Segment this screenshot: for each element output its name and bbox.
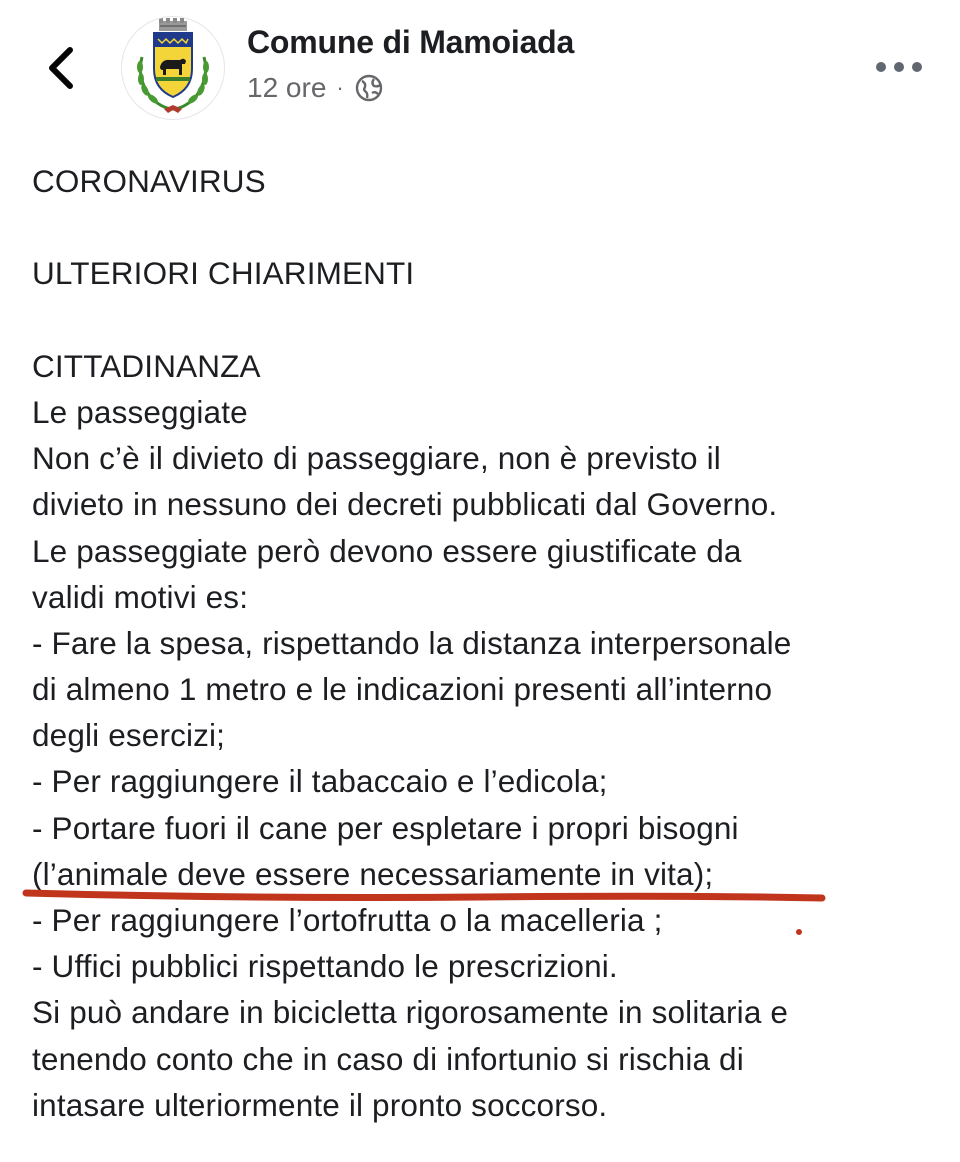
post-line: tenendo conto che in caso di infortunio si rischia di <box>32 1040 744 1077</box>
post-timestamp[interactable]: 12 ore <box>247 72 327 103</box>
more-options-button[interactable] <box>872 50 926 84</box>
coat-of-arms-logo <box>122 17 224 119</box>
post-line: ULTERIORI CHIARIMENTI <box>32 255 415 292</box>
more-horizontal-icon <box>875 61 923 73</box>
post-line: CORONAVIRUS <box>32 163 266 199</box>
post-line: validi motivi es: <box>32 578 249 615</box>
post-line: - Per raggiungere l’ortofrutta o la macelleria ; <box>32 902 663 938</box>
page-avatar[interactable] <box>121 16 225 120</box>
globe-icon <box>354 73 384 103</box>
meta-separator: · <box>336 75 344 100</box>
post-line-highlighted: (l’animale deve essere necessariamente in vita); <box>32 855 714 892</box>
post-header <box>0 0 960 150</box>
post-line: Le passeggiate <box>32 393 248 430</box>
post-line <box>32 297 942 343</box>
post-line: CITTADINANZA <box>32 347 261 384</box>
post-line: - Uffici pubblici rispettando le prescrizioni. <box>32 948 618 985</box>
post-line: divieto in nessuno dei decreti pubblicati dal Governo. <box>32 486 778 523</box>
post-line: - Per raggiungere il tabaccaio e l’edicola; <box>32 763 608 800</box>
page-name[interactable]: Comune di Mamoiada <box>247 24 575 60</box>
post-text <box>32 158 942 1128</box>
post-line: - Fare la spesa, rispettando la distanza interpersonale <box>32 624 792 661</box>
post-line: di almeno 1 metro e le indicazioni presenti all’interno <box>32 671 773 708</box>
post-line: - Portare fuori il cane per espletare i propri bisogni <box>32 809 739 846</box>
post-line <box>32 204 942 250</box>
back-button[interactable] <box>38 40 84 96</box>
chevron-left-icon <box>46 46 76 90</box>
post-line: intasare ulteriormente il pronto soccorso. <box>32 1086 608 1123</box>
post-line: Le passeggiate però devono essere giustificate da <box>32 532 742 569</box>
post-line: Non c’è il divieto di passeggiare, non è previsto il <box>32 440 721 477</box>
post-meta <box>247 72 384 104</box>
post-line: degli esercizi; <box>32 717 226 754</box>
post-line: Si può andare in bicicletta rigorosamente in solitaria e <box>32 994 789 1031</box>
